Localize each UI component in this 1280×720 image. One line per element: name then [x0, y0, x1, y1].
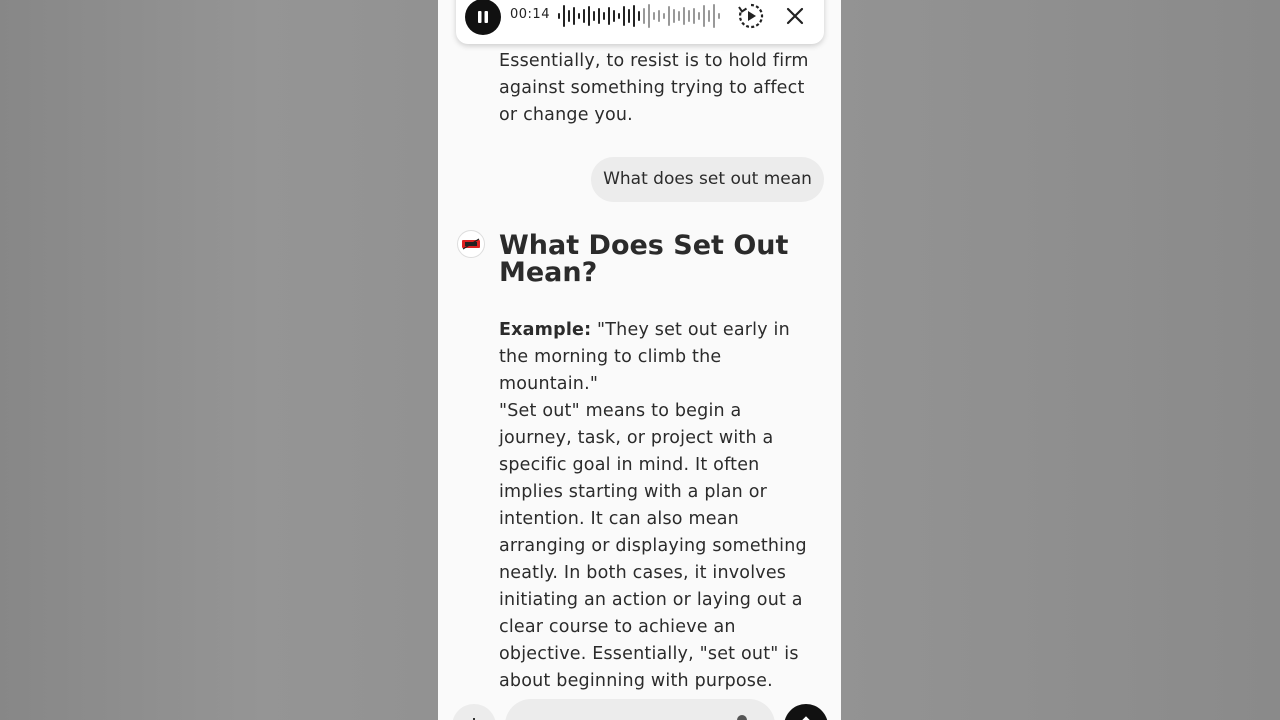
example-text: "They set out early in the morning to climb the mountain." — [499, 320, 790, 394]
close-player-button[interactable] — [784, 5, 806, 31]
pause-button[interactable] — [465, 0, 501, 35]
add-attachment-button[interactable] — [452, 704, 496, 720]
send-icon — [784, 704, 828, 720]
send-button[interactable] — [784, 704, 828, 720]
replay-icon — [737, 2, 765, 30]
audio-player-bar — [456, 0, 824, 44]
chat-screen — [438, 0, 841, 720]
background-left — [0, 0, 438, 720]
pause-icon — [475, 9, 491, 25]
elapsed-time: 00:14 — [510, 7, 550, 22]
mic-icon[interactable] — [737, 715, 747, 720]
replay-button[interactable] — [737, 2, 765, 34]
assistant-avatar — [457, 230, 485, 258]
previous-answer-text: Essentially, to resist is to hold firm against something trying to affect or change you. — [499, 51, 809, 125]
example-paragraph — [499, 317, 819, 398]
answer-paragraph: "Set out" means to begin a journey, task, or project with a specific goal in mind. It often implies starting with a plan or intention. It can also mean arranging or displaying something neatly. In both cases, it involves initiating an action or laying out a clear course to achieve an objective. Essentially, "set out" is about beginning with purpose. — [499, 401, 807, 691]
answer-heading: What Does Set Out Mean? — [499, 230, 789, 288]
example-label: Example: — [499, 320, 592, 340]
close-icon — [784, 5, 806, 27]
background-right — [841, 0, 1280, 720]
plus-icon — [452, 704, 496, 720]
assistant-logo-icon — [458, 231, 484, 257]
message-input[interactable] — [505, 699, 775, 720]
audio-waveform[interactable] — [557, 2, 727, 30]
user-message-bubble: What does set out mean — [591, 157, 824, 202]
